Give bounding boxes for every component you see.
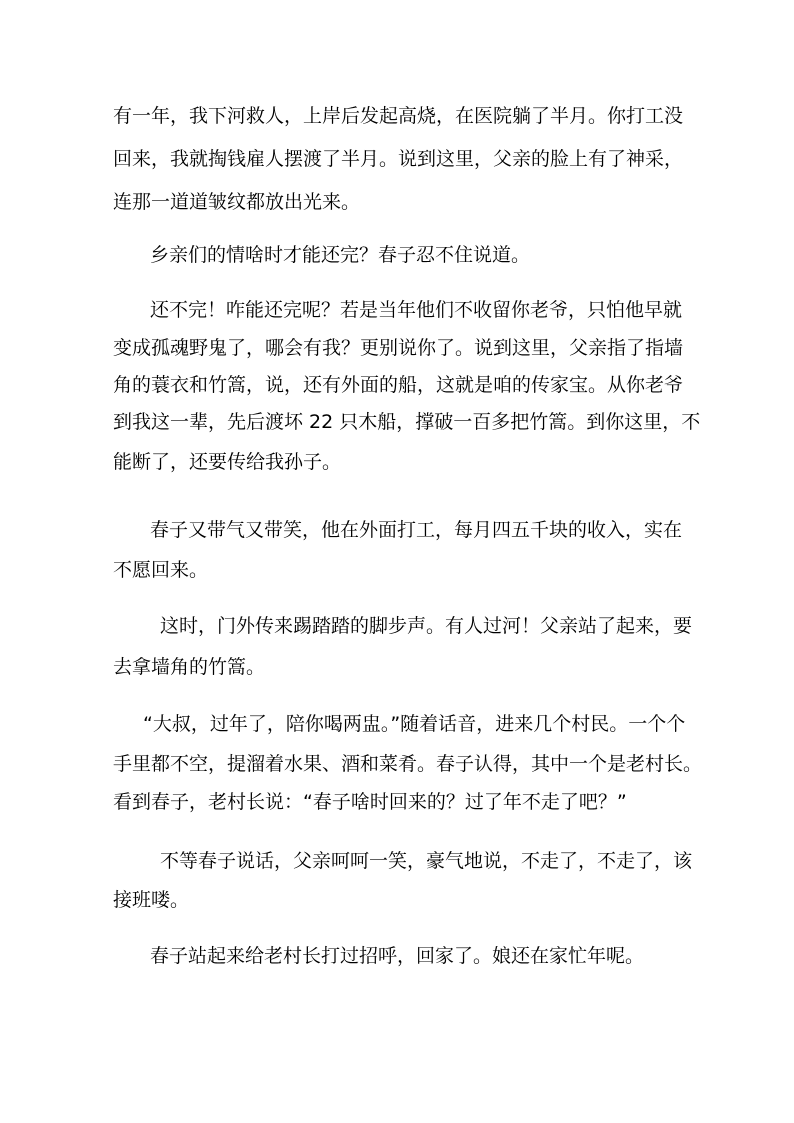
paragraph-6-line-3: 看到春子，老村长说：“春子啥时回来的？过了年不走了吧？”: [113, 791, 627, 813]
paragraph-4-line-2: 不愿回来。: [113, 559, 209, 581]
paragraph-1-line-1: 有一年，我下河救人，上岸后发起高烧，在医院躺了半月。你打工没: [113, 105, 684, 127]
paragraph-3-line-5: 能断了，还要传给我孙子。: [113, 451, 342, 473]
paragraph-5-line-1: 这时，门外传来踢踏踏的脚步声。有人过河！父亲站了起来，要: [160, 615, 693, 637]
paragraph-7-line-1: 不等春子说话，父亲呵呵一笑，豪气地说，不走了，不走了，该: [160, 850, 693, 872]
paragraph-4-line-1: 春子又带气又带笑，他在外面打工，每月四五千块的收入，实在: [150, 519, 683, 541]
paragraph-3-line-2: 变成孤魂野鬼了，哪会有我？更别说你了。说到这里，父亲指了指墙: [113, 337, 684, 359]
paragraph-5-line-2: 去拿墙角的竹篙。: [113, 656, 266, 678]
paragraph-7-line-2: 接班喽。: [113, 889, 190, 911]
paragraph-2-line-1: 乡亲们的情啥时才能还完？春子忍不住说道。: [150, 244, 531, 266]
paragraph-1-line-3: 连那一道道皱纹都放出光来。: [113, 191, 361, 213]
paragraph-3-line-4: 到我这一辈，先后渡坏 22 只木船，撑破一百多把竹篙。到你这里，不: [113, 411, 701, 433]
paragraph-8-line-1: 春子站起来给老村长打过招呼，回家了。娘还在家忙年呢。: [150, 945, 645, 967]
paragraph-3-line-3: 角的蓑衣和竹篙，说，还有外面的船，这就是咱的传家宝。从你老爷: [113, 374, 684, 396]
paragraph-3-line-1: 还不完！咋能还完呢？若是当年他们不收留你老爷，只怕他早就: [150, 299, 683, 321]
paragraph-1-line-2: 回来，我就掏钱雇人摆渡了半月。说到这里，父亲的脸上有了神采，: [113, 148, 684, 170]
paragraph-6-line-1: “大叔，过年了，陪你喝两盅。”随着话音，进来几个村民。一个个: [143, 713, 686, 735]
paragraph-6-line-2: 手里都不空，提溜着水果、酒和菜肴。春子认得，其中一个是老村长。: [113, 753, 703, 775]
